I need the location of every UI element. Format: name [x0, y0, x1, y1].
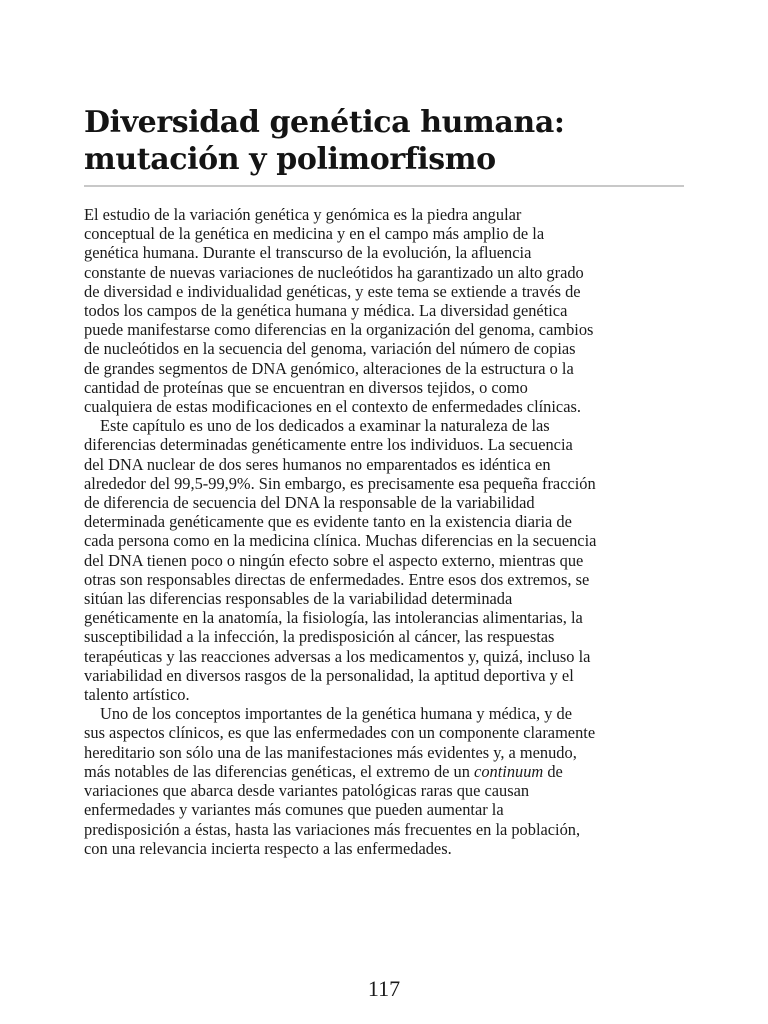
- text-line: talento artístico.: [84, 685, 190, 705]
- text-line: cada persona como en la medicina clínica. Muchas diferencias en la secuencia: [84, 531, 597, 551]
- text-line: Uno de los conceptos importantes de la genética humana y médica, y de: [100, 704, 572, 724]
- text-line: más notables de las diferencias genéticas, el extremo de un continuum de: [84, 761, 563, 781]
- text-line: alrededor del 99,5-99,9%. Sin embargo, es precisamente esa pequeña fracción: [84, 473, 596, 493]
- text-line: sus aspectos clínicos, es que las enfermedades con un componente claramente: [84, 723, 596, 743]
- text-line: con una relevancia incierta respecto a las enfermedades.: [84, 838, 452, 858]
- body-text: [84, 205, 684, 858]
- text-line: de diversidad e individualidad genéticas, y este tema se extiende a través de: [84, 281, 581, 301]
- text-line: otras son responsables directas de enfermedades. Entre esos dos extremos, se: [84, 569, 590, 589]
- text-line: hereditario son sólo una de las manifestaciones más evidentes y, a menudo,: [84, 742, 577, 762]
- text-line: puede manifestarse como diferencias en la organización del genoma, cambios: [84, 320, 594, 340]
- text-line: susceptibilidad a la infección, la predisposición al cáncer, las respuestas: [84, 627, 555, 647]
- text-line: enfermedades y variantes más comunes que pueden aumentar la: [84, 800, 504, 820]
- text-line: determinada genéticamente que es evidente tanto en la existencia diaria de: [84, 512, 572, 532]
- text-line: terapéuticas y las reacciones adversas a los medicamentos y, quizá, incluso la: [84, 646, 591, 666]
- text-line: del DNA nuclear de dos seres humanos no emparentados es idéntica en: [84, 454, 551, 474]
- text-line: variaciones que abarca desde variantes patológicas raras que causan: [84, 781, 530, 801]
- text-line: todos los campos de la genética humana y médica. La diversidad genética: [84, 301, 568, 321]
- page-number: 117: [367, 976, 401, 1001]
- text-line: cantidad de proteínas que se encuentran en diversos tejidos, o como: [84, 377, 528, 397]
- chapter-title: [84, 104, 684, 178]
- text-line: genéticamente en la anatomía, la fisiología, las intolerancias alimentarias, la: [84, 608, 583, 628]
- text-line: diferencias determinadas genéticamente entre los individuos. La secuencia: [84, 435, 573, 455]
- text-line: constante de nuevas variaciones de nucleótidos ha garantizado un alto grado: [84, 262, 584, 282]
- title-divider: [84, 185, 684, 187]
- text-line: del DNA tienen poco o ningún efecto sobre el aspecto externo, mientras que: [84, 550, 584, 570]
- paragraph-1: [84, 205, 684, 416]
- text-line: genética humana. Durante el transcurso de la evolución, la afluencia: [84, 243, 532, 263]
- chapter-title-line: mutación y polimorfismo: [84, 142, 496, 177]
- text-line: cualquiera de estas modificaciones en el contexto de enfermedades clínicas.: [84, 397, 581, 417]
- chapter-title-line: Diversidad genética humana:: [84, 105, 565, 140]
- paragraph-2: [84, 416, 684, 704]
- text-line: de grandes segmentos de DNA genómico, alteraciones de la estructura o la: [84, 358, 574, 378]
- text-line: de nucleótidos en la secuencia del genoma, variación del número de copias: [84, 339, 576, 359]
- text-line: sitúan las diferencias responsables de la variabilidad determinada: [84, 589, 513, 609]
- text-line: conceptual de la genética en medicina y en el campo más amplio de la: [84, 224, 545, 244]
- paragraph-3: [84, 704, 684, 858]
- italic-term: continuum: [474, 761, 544, 781]
- text-line: Este capítulo es uno de los dedicados a examinar la naturaleza de las: [100, 416, 550, 436]
- text-line: predisposición a éstas, hasta las variaciones más frecuentes en la población,: [84, 819, 581, 839]
- text-line: variabilidad en diversos rasgos de la personalidad, la aptitud deportiva y el: [84, 665, 574, 685]
- text-line: El estudio de la variación genética y genómica es la piedra angular: [84, 205, 522, 224]
- text-line: de diferencia de secuencia del DNA la responsable de la variabilidad: [84, 493, 535, 513]
